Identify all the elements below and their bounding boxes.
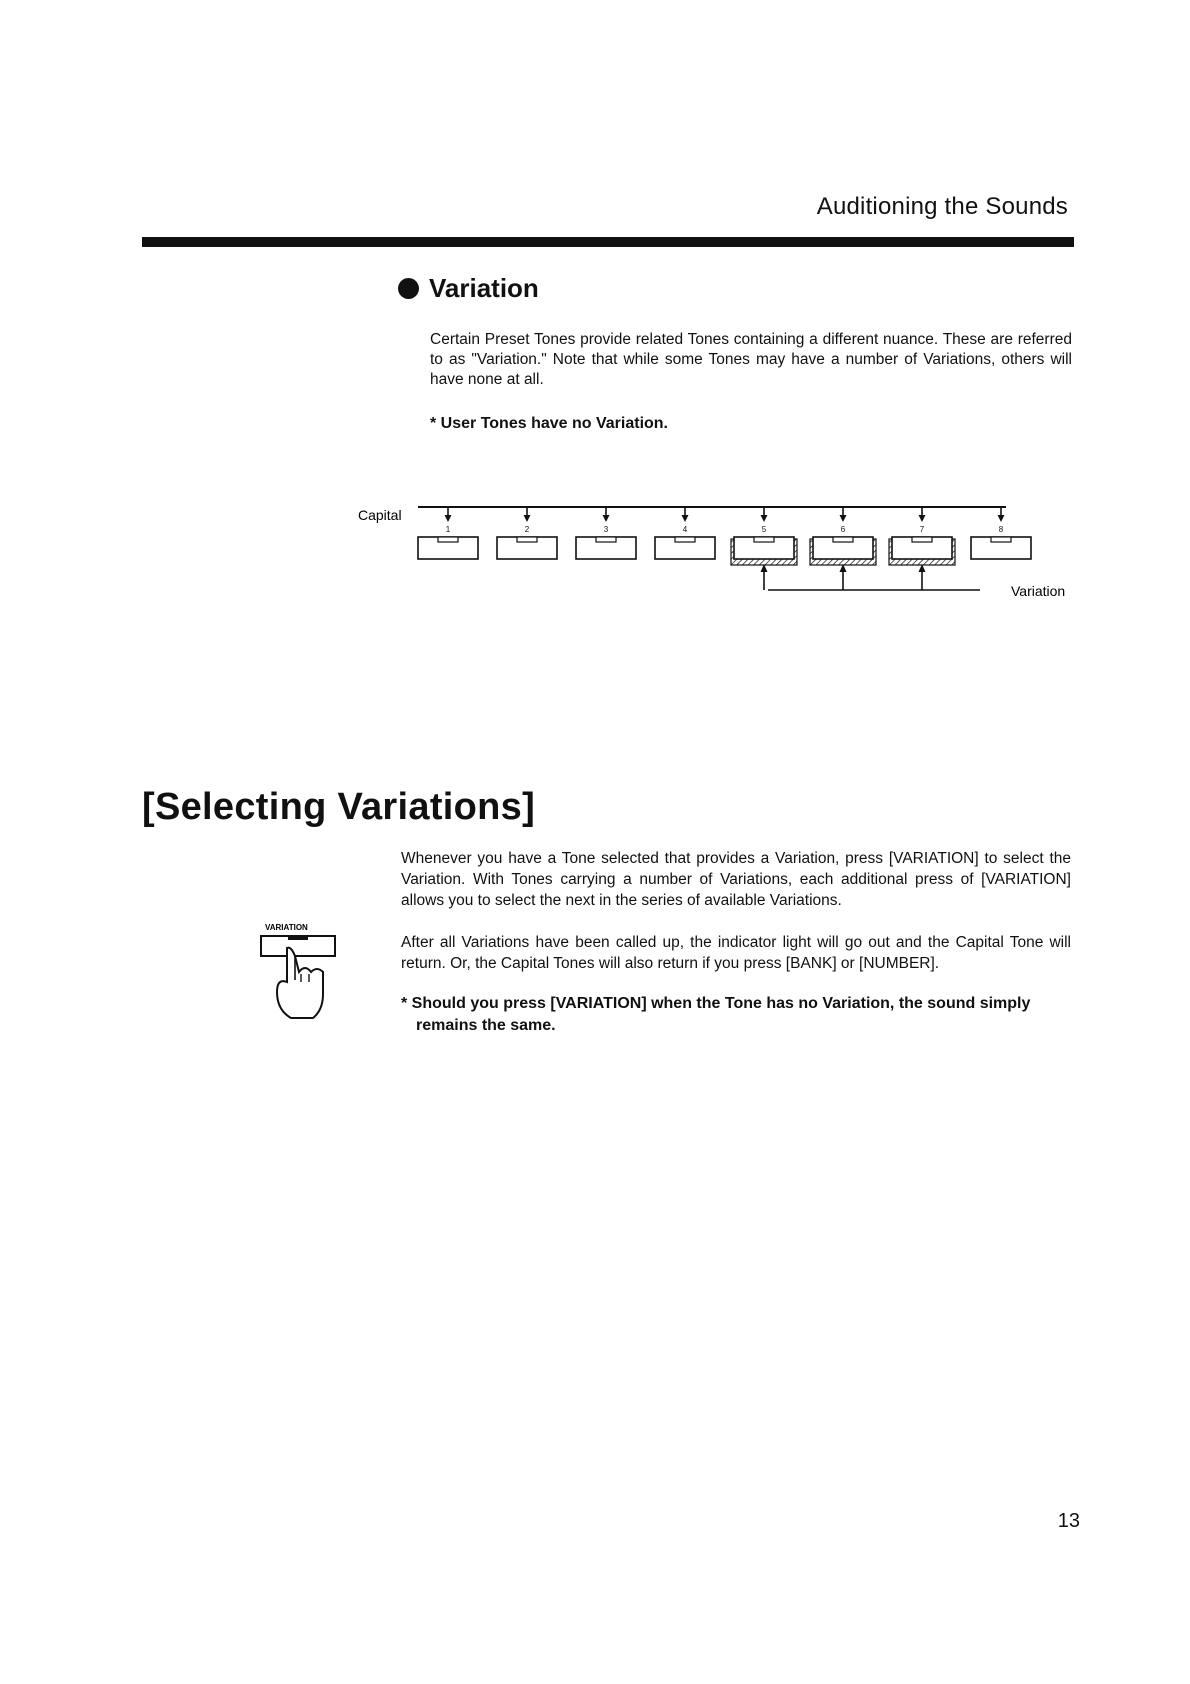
tone-indicator-icon (517, 537, 537, 542)
tone-indicator-icon (833, 537, 853, 542)
selecting-paragraph-2: After all Variations have been called up, the indicator light will go out and the Capital Tone will return. Or, the Capital Tones will also return if you press [BANK] or [NUMBER]. (401, 934, 1071, 972)
section-title: [Selecting Variations] (142, 786, 536, 828)
down-arrow-icon (840, 515, 847, 522)
variation-diagram (0, 0, 1190, 640)
down-arrow-icon (919, 515, 926, 522)
tone-indicator-icon (438, 537, 458, 542)
tone-indicator-icon (596, 537, 616, 542)
page-number: 13 (1057, 1510, 1080, 1532)
down-arrow-icon (524, 515, 531, 522)
tone-number-label: 1 (445, 525, 451, 534)
indicator-light-icon (288, 936, 308, 940)
down-arrow-icon (603, 515, 610, 522)
tone-buttons (418, 507, 1031, 590)
tone-indicator-icon (754, 537, 774, 542)
tone-indicator-icon (675, 537, 695, 542)
tone-number-label: 7 (919, 525, 925, 534)
down-arrow-icon (445, 515, 452, 522)
tone-number-label: 2 (524, 525, 530, 534)
variation-button-label: VARIATION (265, 923, 308, 932)
page-header-title: Auditioning the Sounds (816, 193, 1068, 220)
down-arrow-icon (761, 515, 768, 522)
variation-heading-text: Variation (429, 273, 539, 303)
selecting-note: * Should you press [VARIATION] when the Tone has no Variation, the sound simply remains the same. (401, 995, 1031, 1034)
tone-number-label: 8 (998, 525, 1004, 534)
selecting-paragraph-1: Whenever you have a Tone selected that provides a Variation, press [VARIATION] to select the Variation. With Tones carrying a number of Variations, each additional press of [VARIATION] allows you to select the next in the series of available Variations. (401, 850, 1071, 909)
tone-number-label: 6 (840, 525, 846, 534)
variation-note: * User Tones have no Variation. (430, 415, 668, 432)
tone-number-label: 5 (761, 525, 767, 534)
tone-indicator-icon (912, 537, 932, 542)
capital-label: Capital (358, 507, 402, 523)
down-arrow-icon (998, 515, 1005, 522)
tone-number-label: 4 (682, 525, 688, 534)
variation-description: Certain Preset Tones provide related Tones containing a different nuance. These are referred to as "Variation." Note that while some Tones may have a number of Variations, others will have none at all. (430, 331, 1072, 388)
tone-indicator-icon (991, 537, 1011, 542)
tone-number-label: 3 (603, 525, 609, 534)
variation-label: Variation (1011, 583, 1066, 599)
variation-button-illustration (255, 920, 345, 1030)
down-arrow-icon (682, 515, 689, 522)
pointing-hand-icon (277, 948, 323, 1018)
